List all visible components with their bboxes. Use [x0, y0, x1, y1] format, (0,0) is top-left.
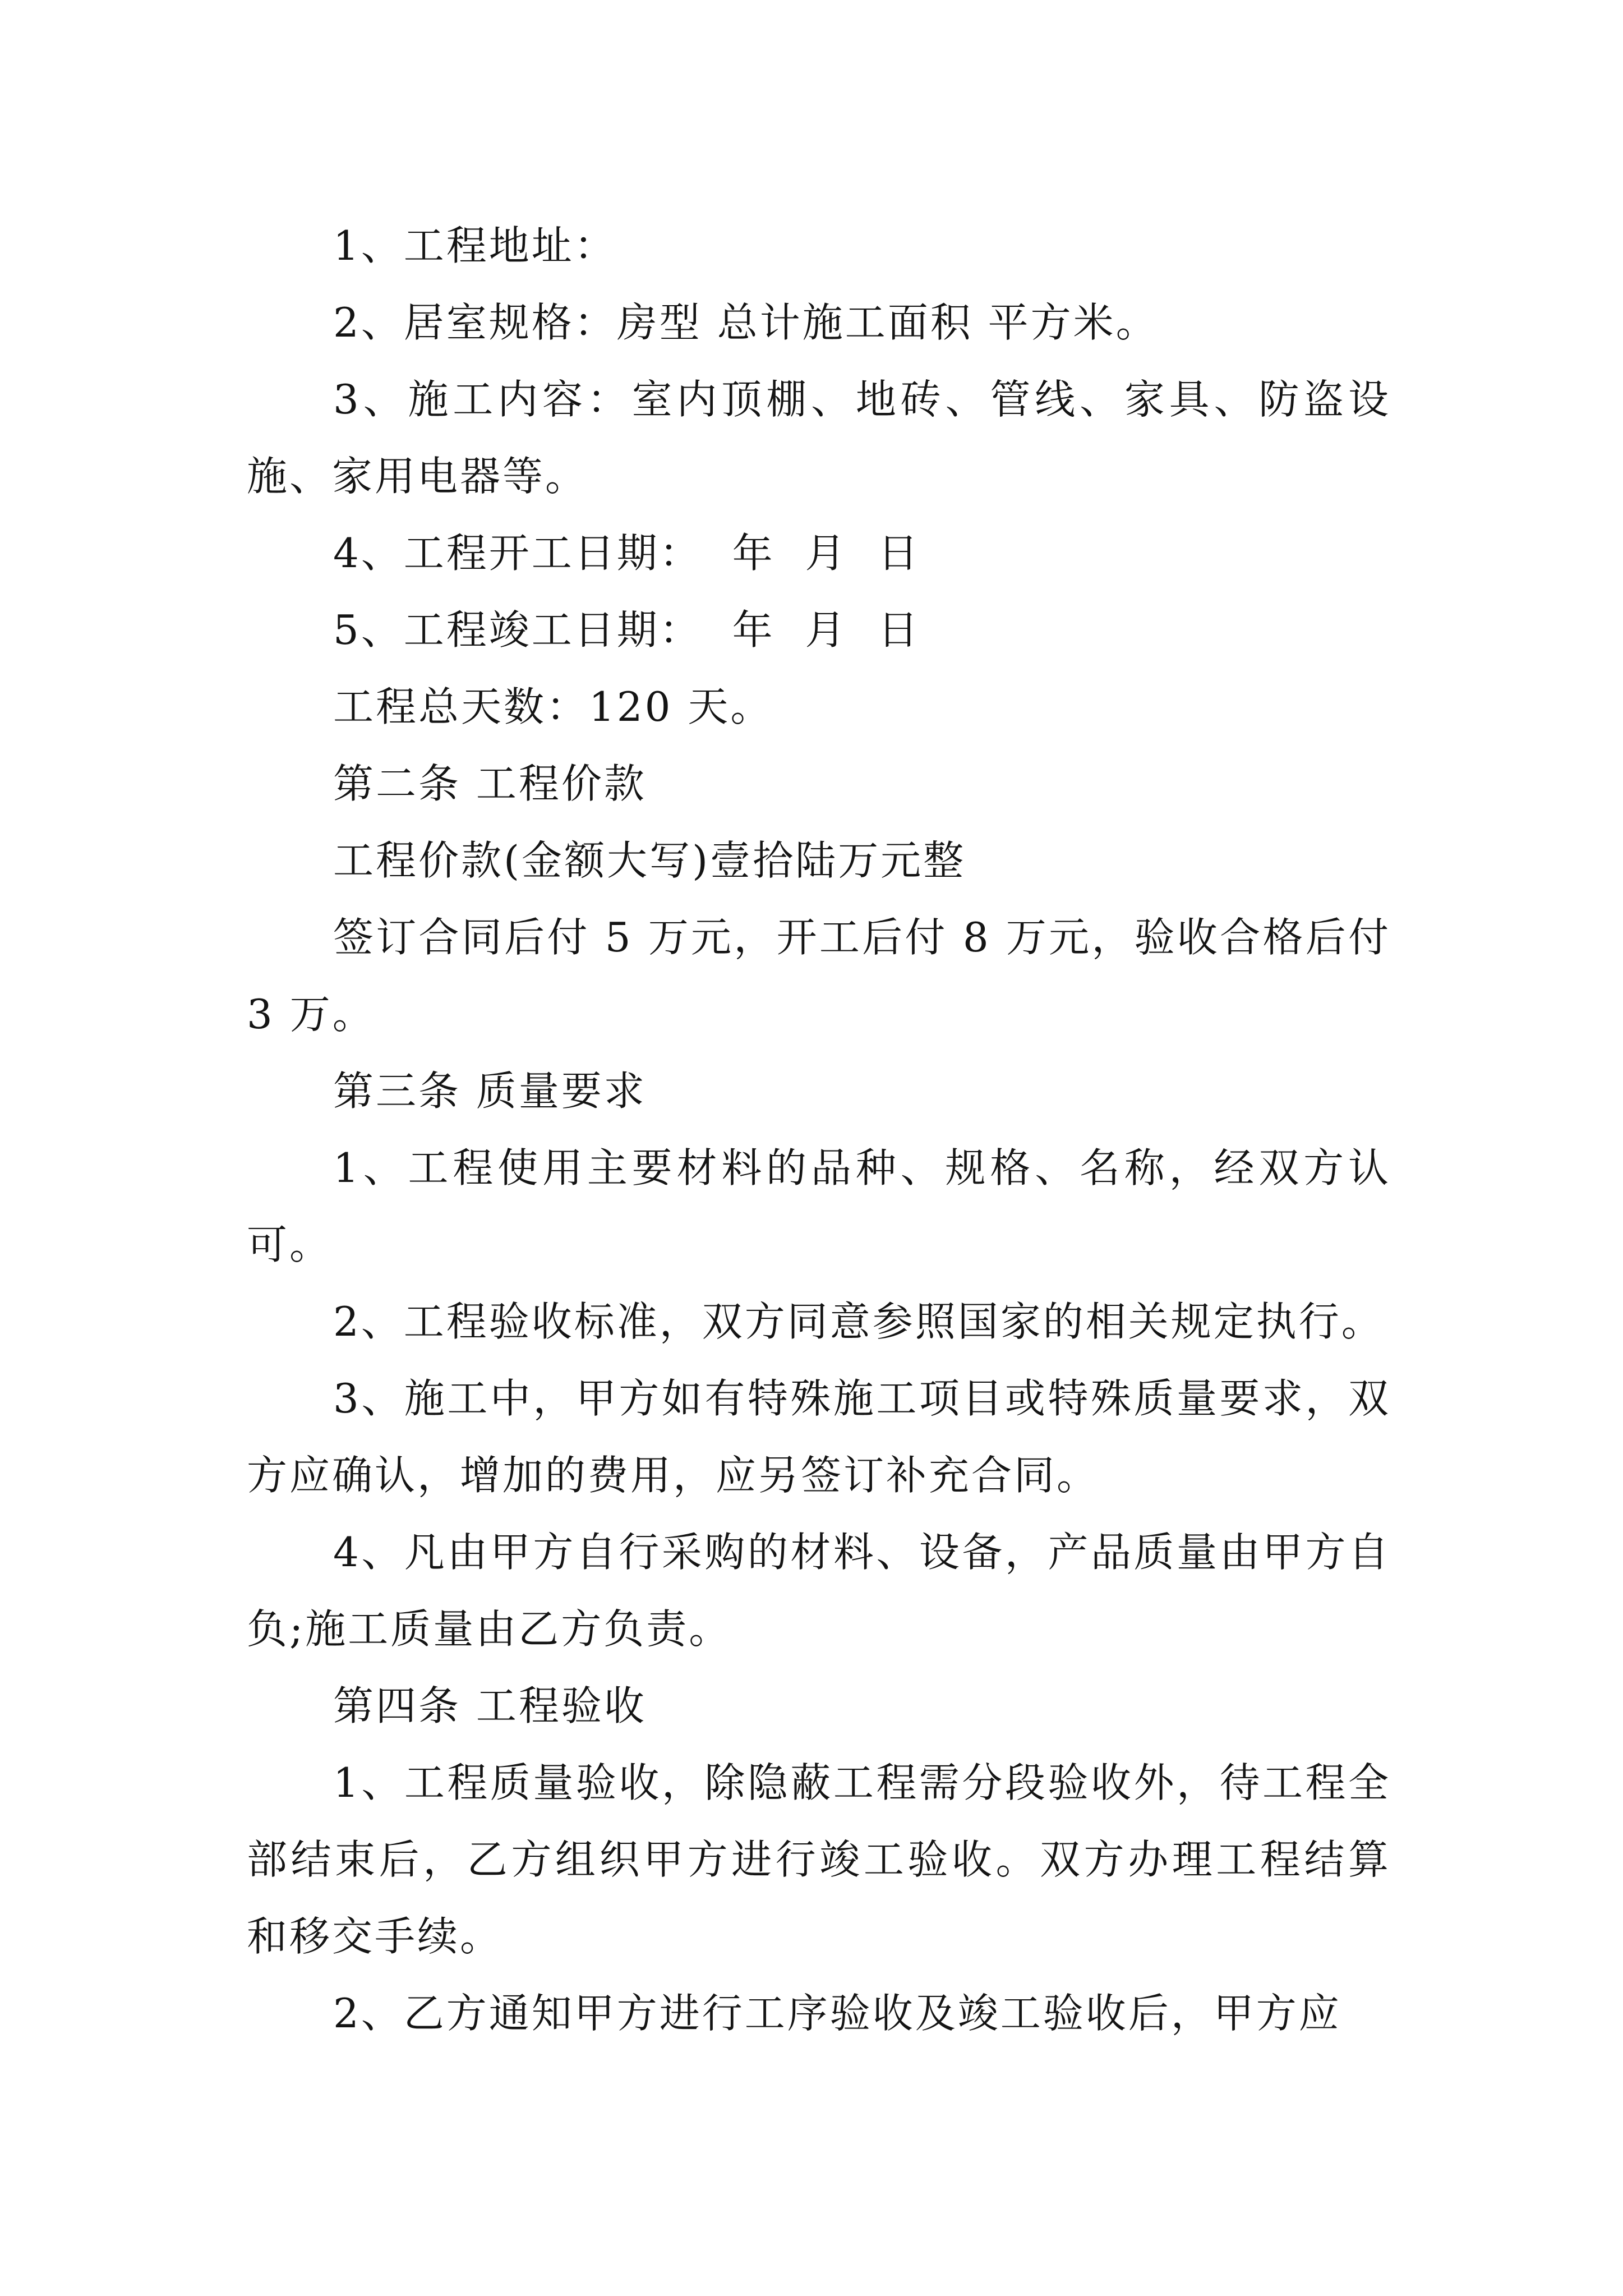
paragraph-start-date: 4、工程开工日期： 年 月 日 [333, 530, 921, 577]
paragraph-construction-content: 3、施工内容：室内顶棚、地砖、管线、家具、防盗设施、家用电器等。 [247, 376, 1391, 500]
paragraph-completion-date: 5、工程竣工日期： 年 月 日 [333, 606, 921, 654]
paragraph-materials: 1、工程使用主要材料的品种、规格、名称，经双方认可。 [247, 1144, 1391, 1268]
paragraph-self-purchased: 4、凡由甲方自行采购的材料、设备，产品质量由甲方自负;施工质量由乙方负责。 [247, 1529, 1391, 1653]
paragraph-acceptance-standard: 2、工程验收标准，双方同意参照国家的相关规定执行。 [333, 1298, 1384, 1345]
paragraph-quality-acceptance: 1、工程质量验收，除隐蔽工程需分段验收外，待工程全部结束后，乙方组织甲方进行竣工验收。双方办理工程结算和移交手续。 [247, 1759, 1391, 1960]
heading-article-4: 第四条 工程验收 [333, 1682, 647, 1729]
paragraph-payment-schedule: 签订合同后付 5 万元，开工后付 8 万元，验收合格后付 3 万。 [247, 914, 1391, 1038]
paragraph-price-amount: 工程价款(金额大写)壹拾陆万元整 [333, 837, 966, 884]
heading-article-3: 第三条 质量要求 [333, 1068, 647, 1115]
paragraph-room-spec: 2、居室规格：房型 总计施工面积 平方米。 [333, 299, 1159, 346]
paragraph-special-requirements: 3、施工中，甲方如有特殊施工项目或特殊质量要求，双方应确认，增加的费用，应另签订补充合同。 [247, 1375, 1391, 1499]
paragraph-total-days: 工程总天数：120 天。 [333, 683, 773, 730]
heading-article-2: 第二条 工程价款 [333, 760, 647, 807]
paragraph-notification: 2、乙方通知甲方进行工序验收及竣工验收后，甲方应 [333, 1990, 1341, 2037]
document-body [247, 208, 1391, 2052]
paragraph-address: 1、工程地址： [333, 222, 617, 269]
